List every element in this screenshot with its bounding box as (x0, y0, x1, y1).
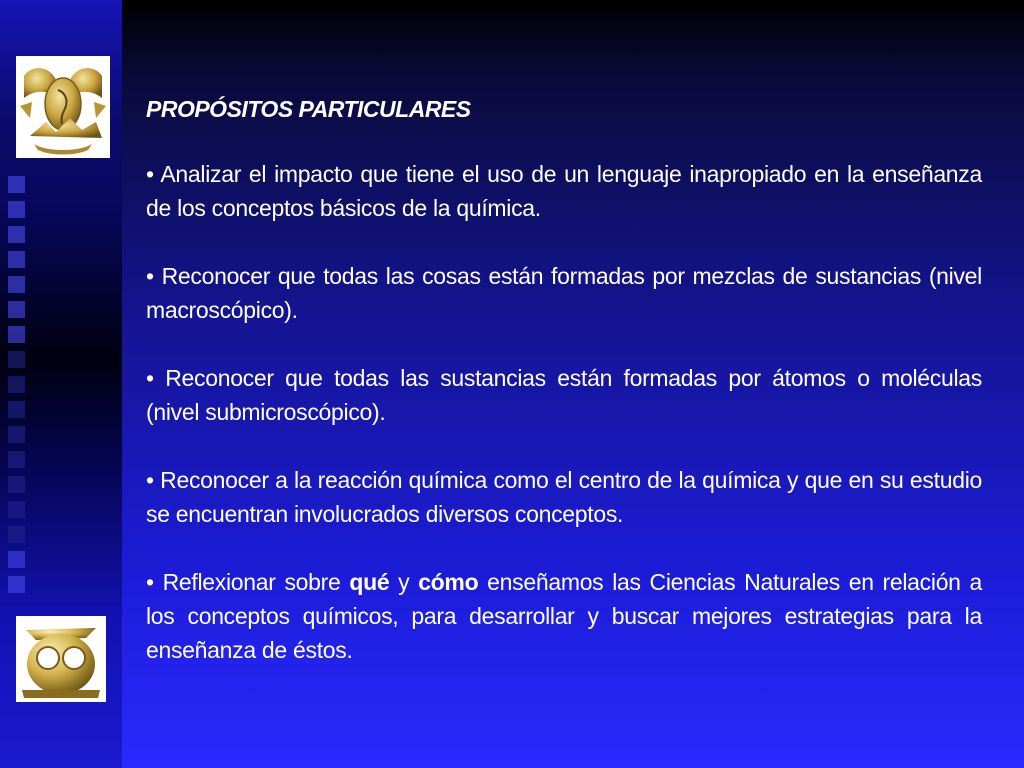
square-decoration (8, 351, 25, 368)
square-decoration (8, 326, 25, 343)
square-decoration (8, 251, 25, 268)
bullet-text: Reconocer que todas las sustancias están formadas por átomos o moléculas (nivel submicroscópico). (146, 365, 982, 425)
bullet-text-part: y (398, 569, 410, 595)
square-decoration (8, 301, 25, 318)
owl-logo (16, 616, 106, 702)
square-decoration (8, 451, 25, 468)
bullet-text: Analizar el impacto que tiene el uso de un lenguaje inapropiado en la enseñanza de los conceptos básicos de la química. (146, 161, 982, 221)
square-decoration (8, 201, 25, 218)
bullet-marker: • (146, 263, 154, 289)
square-decoration (8, 276, 25, 293)
bullet-text-part: Reflexionar sobre (162, 569, 341, 595)
slide-title: PROPÓSITOS PARTICULARES (146, 96, 471, 122)
square-decoration (8, 501, 25, 518)
slide-content (146, 96, 982, 701)
bullet-item (146, 565, 982, 667)
square-decoration (8, 576, 25, 593)
square-decoration (8, 476, 25, 493)
seal-icon (16, 56, 110, 158)
bullet-text: Reconocer que todas las cosas están formadas por mezclas de sustancias (nivel macroscópico). (146, 263, 982, 323)
bullet-item (146, 157, 982, 225)
bullet-text-part: enseñamos las Ciencias Naturales en relación a los conceptos químicos, para desarrollar y buscar mejores estrategias para la enseñanza de éstos. (146, 569, 982, 663)
bullet-marker: • (146, 161, 154, 187)
bullet-text: Reconocer a la reacción química como el centro de la química y que en su estudio se encuentran involucrados diversos conceptos. (146, 467, 982, 527)
bullet-marker: • (146, 365, 154, 391)
square-decoration (8, 426, 25, 443)
sidebar-squares (8, 176, 26, 593)
owl-icon (16, 616, 106, 702)
bullet-bold-word: cómo (418, 569, 479, 595)
bullet-item (146, 463, 982, 531)
square-decoration (8, 176, 25, 193)
square-decoration (8, 526, 25, 543)
bullet-marker: • (146, 569, 154, 595)
sidebar (0, 0, 122, 768)
square-decoration (8, 551, 25, 568)
square-decoration (8, 401, 25, 418)
unam-seal-logo (16, 56, 110, 158)
bullet-item (146, 361, 982, 429)
square-decoration (8, 376, 25, 393)
bullet-item (146, 259, 982, 327)
bullet-marker: • (146, 467, 154, 493)
square-decoration (8, 226, 25, 243)
bullet-bold-word: qué (349, 569, 390, 595)
